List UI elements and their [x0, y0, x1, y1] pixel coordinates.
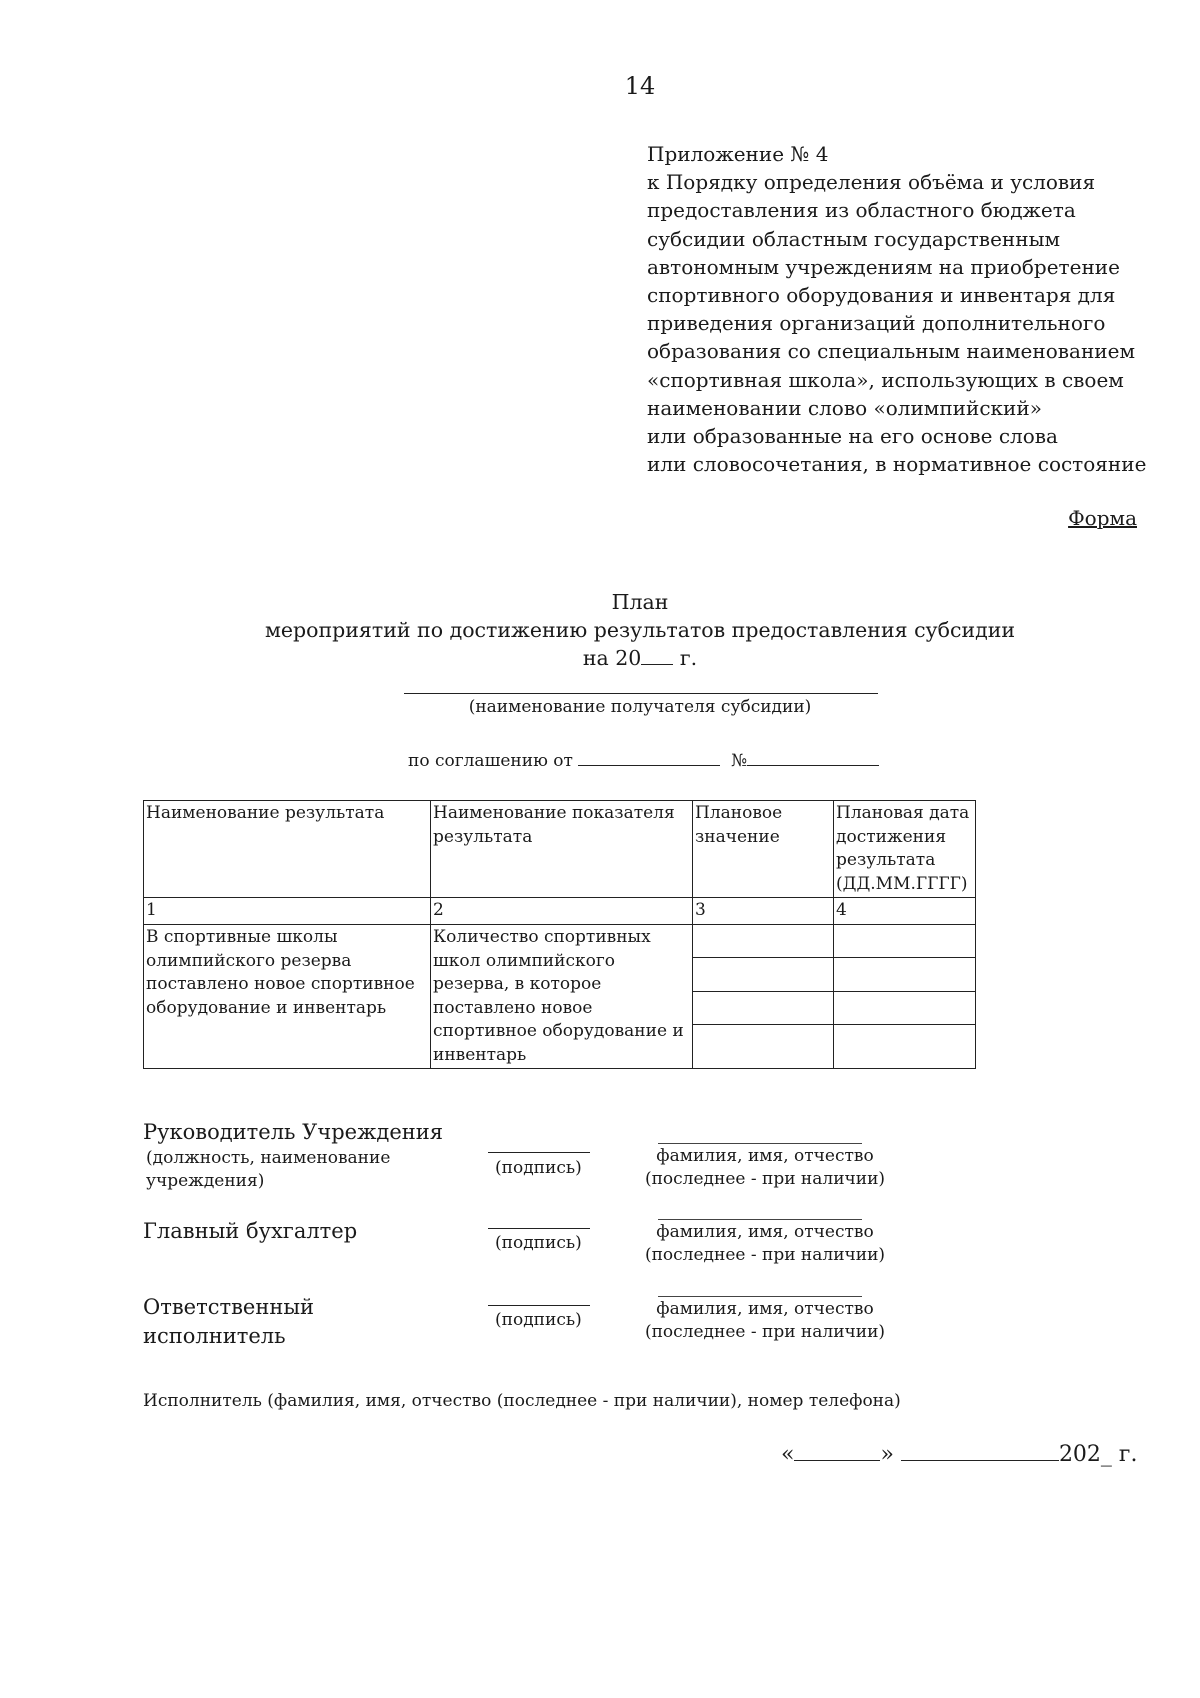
column-number: 1 — [144, 898, 431, 925]
planned-date-cell[interactable] — [834, 958, 976, 991]
planned-date-cell[interactable] — [834, 925, 976, 958]
year-blank[interactable] — [641, 646, 673, 665]
appendix-line: субсидии областным государственным — [647, 226, 1061, 251]
executor-note: Исполнитель (фамилия, имя, отчество (последнее - при наличии), номер телефона) — [143, 1391, 901, 1411]
appendix-line: предоставления из областного бюджета — [647, 198, 1076, 223]
responsible-signature-line[interactable] — [488, 1305, 590, 1306]
date-close-quote: » — [880, 1442, 894, 1467]
appendix-line: «спортивная школа», использующих в своем — [647, 367, 1124, 392]
header-planned-date: Плановая дата достижения результата (ДД.ММ.ГГГГ) — [834, 801, 976, 898]
recipient-name-line[interactable] — [404, 693, 878, 694]
planned-value-cell[interactable] — [693, 1024, 834, 1068]
column-number: 2 — [431, 898, 693, 925]
appendix-line: наименовании слово «олимпийский» — [647, 395, 1042, 420]
fio-line1: фамилия, имя, отчество — [656, 1299, 874, 1319]
table-number-row — [144, 898, 976, 925]
plan-table — [143, 800, 976, 1069]
head-signature-caption: (подпись) — [495, 1158, 582, 1178]
appendix-line: или словосочетания, в нормативное состояние — [647, 452, 1147, 477]
date-open-quote: « — [781, 1442, 795, 1467]
head-note: (должность, наименование учреждения) — [146, 1148, 391, 1191]
row-indicator: Количество спортивных школ олимпийского резерва, в которое поставлено новое спортивное оборудование и инвентарь — [431, 925, 693, 1069]
agreement-number-sign: № — [731, 751, 748, 771]
header-indicator-name: Наименование показателя результата — [431, 801, 693, 898]
date-month-blank[interactable] — [901, 1441, 1059, 1461]
year-suffix: г. — [673, 646, 698, 670]
fio-line1: фамилия, имя, отчество — [656, 1222, 874, 1242]
fio-line2: (последнее - при наличии) — [644, 1322, 886, 1342]
responsible-title-line2: исполнитель — [143, 1324, 286, 1348]
row-result: В спортивные школы олимпийского резерва поставлено новое спортивное оборудование и инвентарь — [144, 925, 431, 1069]
fio-line1: фамилия, имя, отчество — [656, 1146, 874, 1166]
date-day-blank[interactable] — [794, 1441, 880, 1461]
form-label: Форма — [1068, 506, 1137, 530]
agreement-prefix: по соглашению от — [408, 751, 579, 771]
head-fio-caption — [640, 1145, 890, 1191]
planned-date-cell[interactable] — [834, 1024, 976, 1068]
accountant-title: Главный бухгалтер — [143, 1219, 358, 1243]
appendix-line: к Порядку определения объёма и условия — [647, 170, 1096, 195]
column-number: 4 — [834, 898, 976, 925]
head-fio-line[interactable] — [658, 1143, 862, 1144]
appendix-line: автономным учреждениям на приобретение — [647, 254, 1120, 279]
document-year-line — [0, 646, 1200, 670]
head-title: Руководитель Учреждения — [143, 1120, 443, 1144]
date-line — [781, 1441, 1137, 1467]
responsible-fio-line[interactable] — [658, 1296, 862, 1297]
agreement-line — [408, 749, 879, 771]
accountant-fio-caption — [640, 1221, 890, 1267]
responsible-signature-caption: (подпись) — [495, 1310, 582, 1330]
appendix-line: образования со специальным наименованием — [647, 339, 1135, 364]
date-year: 202_ г. — [1058, 1442, 1138, 1467]
appendix-line: или образованные на его основе слова — [647, 424, 1058, 449]
recipient-caption: (наименование получателя субсидии) — [468, 697, 812, 717]
fio-line2: (последнее - при наличии) — [644, 1169, 886, 1189]
responsible-title — [143, 1293, 314, 1351]
head-signature-line[interactable] — [488, 1152, 590, 1153]
header-planned-value: Плановое значение — [693, 801, 834, 898]
accountant-signature-line[interactable] — [488, 1228, 590, 1229]
column-number: 3 — [693, 898, 834, 925]
planned-value-cell[interactable] — [693, 925, 834, 958]
appendix-header — [647, 140, 1147, 478]
table-row — [144, 925, 976, 958]
header-result-name: Наименование результата — [144, 801, 431, 898]
appendix-line: приведения организаций дополнительного — [647, 311, 1106, 336]
planned-value-cell[interactable] — [693, 991, 834, 1024]
year-prefix: на 20 — [582, 646, 642, 670]
planned-value-cell[interactable] — [693, 958, 834, 991]
page-number: 14 — [624, 72, 656, 100]
responsible-title-line1: Ответственный — [143, 1295, 315, 1319]
planned-date-cell[interactable] — [834, 991, 976, 1024]
document-subtitle: мероприятий по достижению результатов предоставления субсидии — [264, 618, 1016, 642]
accountant-signature-caption: (подпись) — [495, 1233, 582, 1253]
appendix-line: спортивного оборудования и инвентаря для — [647, 283, 1116, 308]
accountant-fio-line[interactable] — [658, 1219, 862, 1220]
agreement-number-blank[interactable] — [747, 749, 879, 766]
table-header-row — [144, 801, 976, 898]
document-title: План — [611, 590, 669, 614]
agreement-date-blank[interactable] — [578, 749, 720, 766]
fio-line2: (последнее - при наличии) — [644, 1245, 886, 1265]
appendix-line: Приложение № 4 — [647, 142, 829, 166]
responsible-fio-caption — [640, 1298, 890, 1344]
